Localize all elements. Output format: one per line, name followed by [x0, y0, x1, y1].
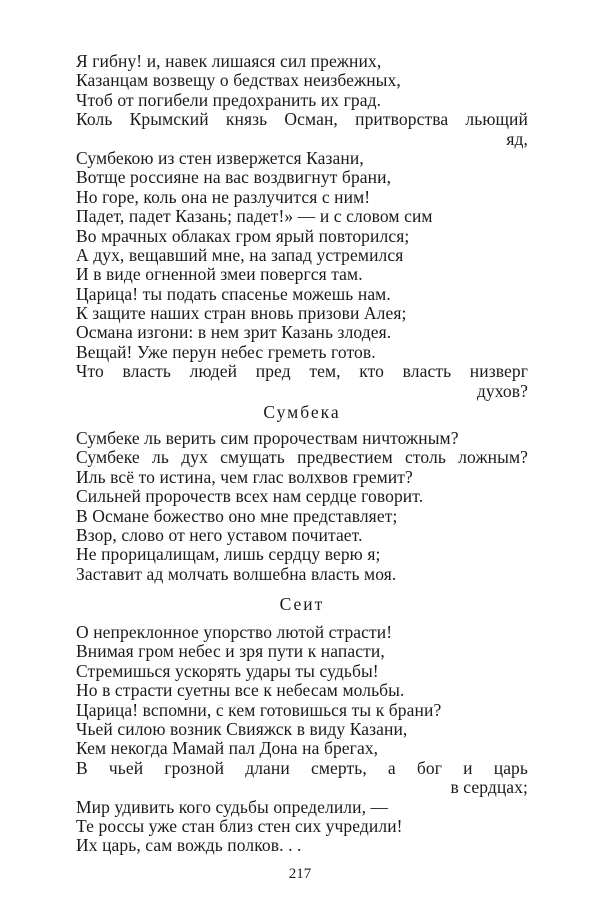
verse-line: Сумбекою из стен извержется Казани, — [76, 147, 364, 168]
stanza-1 — [76, 52, 528, 401]
speaker-heading: Сеит — [279, 594, 325, 614]
verse-line: А дух, вещавший мне, на запад устремился — [76, 244, 404, 265]
verse-line: Стремишься ускорять удары ты судьбы! — [76, 660, 379, 681]
verse-line: Казанцам возвещу о бедствах неизбежных, — [76, 70, 401, 91]
verse-line: Не прорицалищам, лишь сердцу верю я; — [76, 544, 381, 565]
verse-line: Чьей силою возник Свияжск в виду Казани, — [76, 718, 408, 739]
verse-line: И в виде огненной змеи повергся там. — [76, 264, 363, 285]
speaker-heading: Сумбека — [263, 402, 341, 422]
verse-line-continuation: духов? — [476, 380, 528, 401]
verse-line: Но в страсти суетны все к небесам мольбы. — [76, 680, 405, 701]
verse-line: Османа изгони: в нем зрит Казань злодея. — [76, 322, 392, 343]
verse-line: Заставит ад молчать волшебна власть моя. — [76, 563, 397, 584]
verse-line: Но горе, коль она не разлучится с ним! — [76, 186, 371, 207]
stanza-2 — [76, 429, 528, 584]
verse-line: О непреклонное упорство лютой страсти! — [76, 622, 393, 642]
verse-line: Падет, падет Казань; падет!» — и с словом сим — [76, 206, 433, 227]
verse-line: Сумбеке ль дух смущать предвестием столь ложным? — [76, 447, 528, 468]
verse-line: Что власть людей пред тем, кто власть низверг — [76, 361, 528, 382]
verse-line: Те россы уже стан близ стен сих учредили! — [76, 815, 403, 836]
verse-line-continuation: в сердцах; — [450, 777, 528, 798]
verse-line: Царица! ты подать спасенье можешь нам. — [76, 283, 391, 304]
verse-line: Мир удивить кого судьбы определили, — — [76, 796, 389, 817]
verse-line: Царица! вспомни, с кем готовишься ты к брани? — [76, 699, 442, 720]
verse-line: Вотще россияне на вас воздвигнут брани, — [76, 167, 392, 188]
stanza-3 — [76, 623, 528, 856]
verse-line: Чтоб от погибели предохранить их град. — [76, 89, 382, 110]
verse-line: В Османе божество оно мне представляет; — [76, 505, 398, 526]
verse-line: Внимая гром небес и зря пути к напасти, — [76, 641, 385, 662]
verse-line: Иль всё то истина, чем глас волхвов гремит? — [76, 466, 413, 487]
verse-line: Коль Крымский князь Осман, притворства льющий — [76, 109, 528, 130]
verse-line: В чьей грозной длани смерть, а бог и царь — [76, 757, 528, 778]
verse-line: Сумбеке ль верить сим пророчествам ничтожным? — [76, 428, 459, 448]
verse-line: Их царь, сам вождь полков. . . — [76, 835, 302, 856]
verse-line: Я гибну! и, навек лишаяся сил прежних, — [76, 51, 382, 71]
verse-line-continuation: яд, — [506, 128, 528, 149]
verse-line: Кем некогда Мамай пал Дона на брегах, — [76, 738, 379, 759]
verse-line: Во мрачных облаках гром ярый повторился; — [76, 225, 410, 246]
verse-line: Сильней пророчеств всех нам сердце говорит. — [76, 486, 424, 507]
verse-line: Взор, слово от него уставом почитает. — [76, 524, 363, 545]
verse-line: К защите наших стран вновь призови Алея; — [76, 303, 407, 324]
page-number: 217 — [288, 866, 312, 882]
verse-line: Вещай! Уже перун небес греметь готов. — [76, 341, 376, 362]
